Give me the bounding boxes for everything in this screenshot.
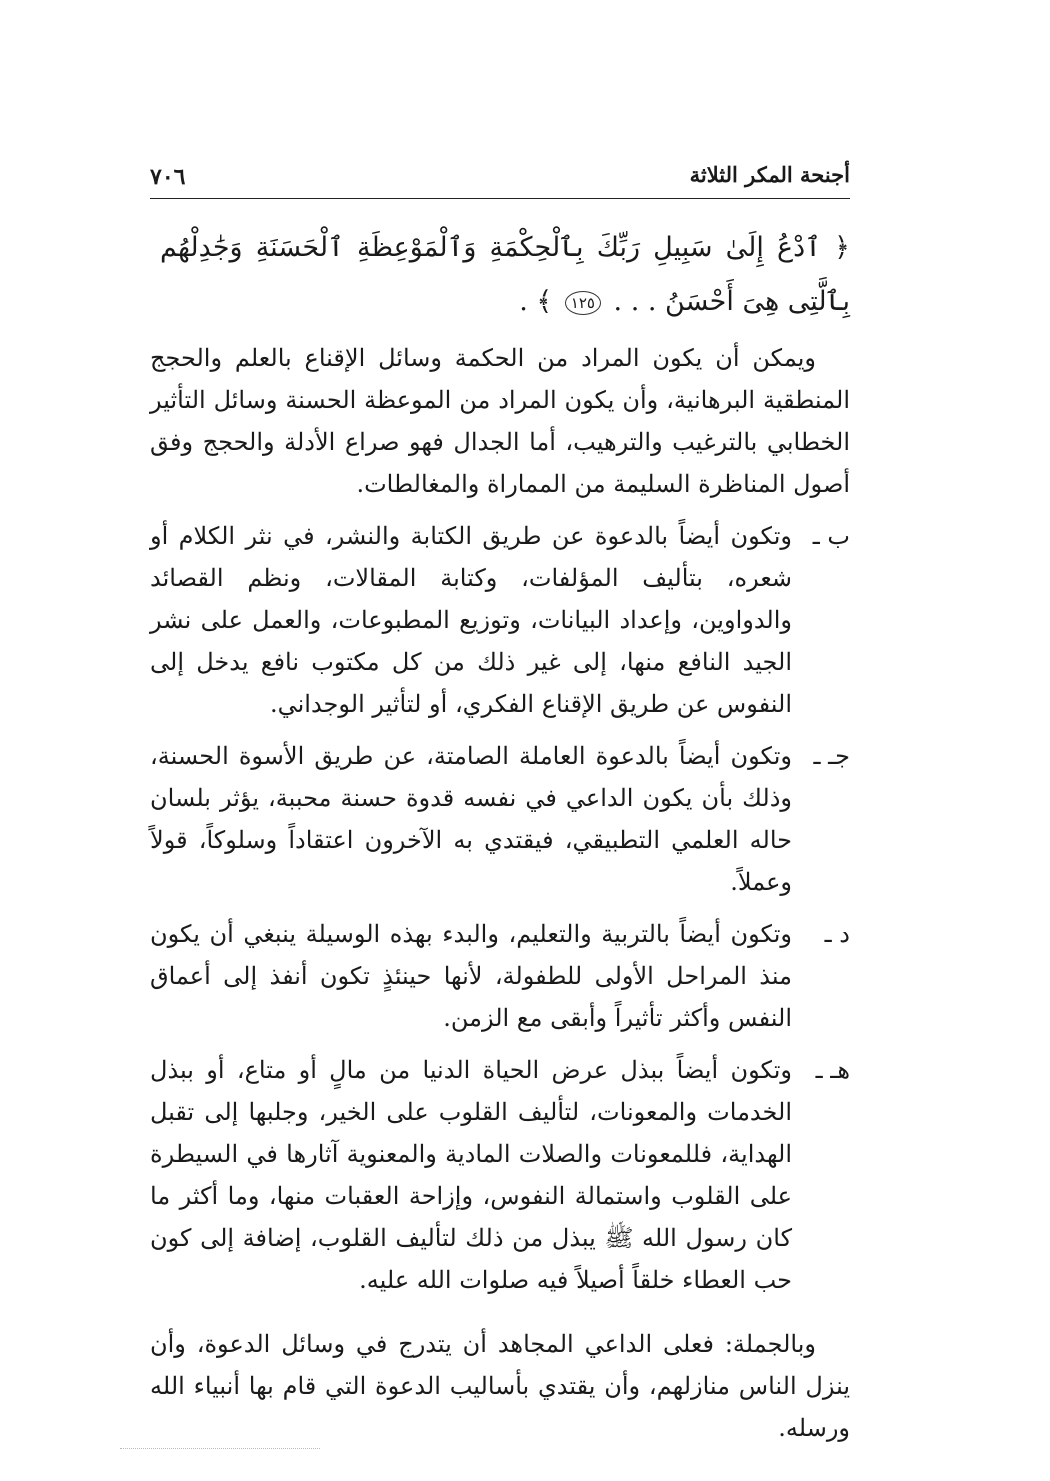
ayah-number: ١٢٥ — [565, 291, 601, 315]
list-item-text: وتكون أيضاً بالدعوة العاملة الصامتة، عن طريق الأسوة الحسنة، وذلك بأن يكون الداعي في نفسه قدوة حسنة محببة، يؤثر بلسان حاله العلمي التطبيقي، فيقتدي به الآخرون اعتقاداً وسلوكاً، قولاً وعملاً. — [150, 742, 792, 896]
list-item-text: وتكون أيضاً بالتربية والتعليم، والبدء بهذه الوسيلة ينبغي أن يكون منذ المراحل الأولى للطفولة، لأنها حينئذٍ تكون أنفذ إلى أعماق النفس وأكثر تأثيراً وأبقى مع الزمن. — [150, 920, 792, 1032]
summary-paragraph: وبالجملة: فعلى الداعي المجاهد أن يتدرج في وسائل الدعوة، وأن ينزل الناس منازلهم، وأن يقتدي بأساليب الدعوة التي قام بها أنبياء الله ورسله. — [150, 1330, 850, 1442]
list-item-marker: جـ ـ — [813, 742, 850, 770]
running-header — [150, 150, 850, 199]
list-item — [150, 913, 850, 1039]
list-item-marker: ب ـ — [812, 522, 850, 550]
list-item — [150, 735, 850, 903]
footer-divider — [120, 1448, 320, 1449]
list-item-text: وتكون أيضاً بالدعوة عن طريق الكتابة والنشر، في نثر الكلام أو شعره، بتأليف المؤلفات، وكتابة المقالات، ونظم القصائد والدواوين، وإعداد البيانات، وتوزيع المطبوعات، والعمل على نشر الجيد النافع منها، إلى غير ذلك من كل مكتوب نافع يدخل إلى النفوس عن طريق الإقناع الفكري، أو لتأثير الوجداني. — [150, 522, 792, 718]
quran-verse — [150, 221, 850, 329]
page-number: ٧٠٦ — [150, 164, 186, 190]
list-item-marker: د ـ — [824, 920, 850, 948]
list-item — [150, 1049, 850, 1301]
verse-close-bracket: ﴾ . — [519, 286, 553, 317]
book-title: أجنحة المكر الثلاثة — [689, 162, 850, 187]
list-item-text: وتكون أيضاً ببذل عرض الحياة الدنيا من مالٍ أو متاع، أو ببذل الخدمات والمعونات، لتأليف القلوب على الخير، وجلبها إلى تقبل الهداية، فللمعونات والصلات المادية والمعنوية آثارها في السيطرة على القلوب واستمالة النفوس، وإزاحة العقبات منها، وما أكثر ما كان رسول الله ﷺ يبذل من ذلك لتأليف القلوب، إضافة إلى كون حب العطاء خلقاً أصيلاً فيه صلوات الله عليه. — [150, 1056, 792, 1294]
intro-paragraph: ويمكن أن يكون المراد من الحكمة وسائل الإقناع بالعلم والحجج المنطقية البرهانية، وأن يكون المراد من الموعظة الحسنة وسائل التأثير الخطابي بالترغيب والترهيب، أما الجدال فهو صراع الأدلة والحجج وفق أصول المناظرة السليمة من المماراة والمغالطات. — [150, 344, 850, 498]
book-page — [150, 150, 850, 1449]
verse-open-bracket: ﴿ — [834, 232, 850, 263]
list-item — [150, 515, 850, 725]
list-item-marker: هـ ـ — [815, 1056, 850, 1084]
verse-text: ٱدْعُ إِلَىٰ سَبِيلِ رَبِّكَ بِٱلْحِكْمَةِ وَٱلْمَوْعِظَةِ ٱلْحَسَنَةِ وَجَٰدِلْهُم بِٱلَّتِى هِىَ أَحْسَنُ . . . — [160, 232, 850, 317]
